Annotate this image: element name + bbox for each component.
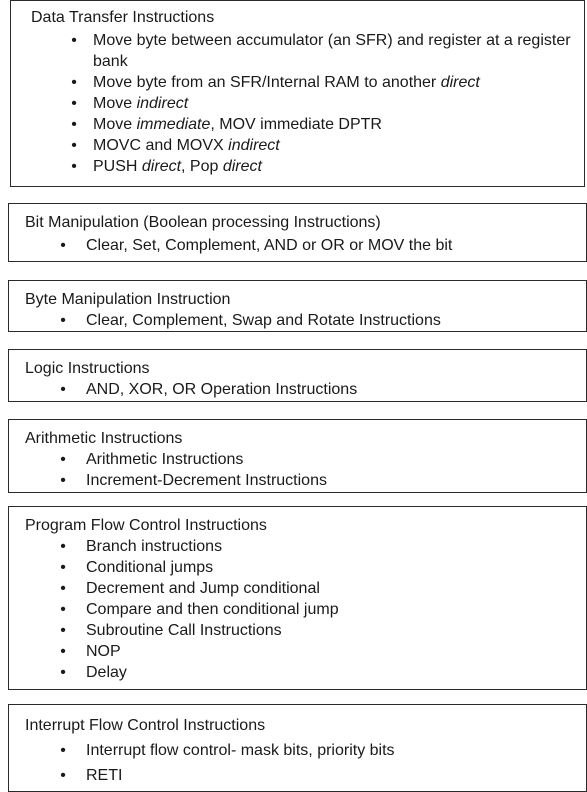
bullet-icon: •	[60, 381, 66, 398]
bullet-list	[25, 536, 586, 683]
interrupt-flow-section	[8, 704, 587, 792]
bullet-icon: •	[71, 95, 77, 112]
byte-manipulation-section	[8, 280, 587, 332]
bullet-icon: •	[60, 643, 66, 660]
list-item: • Branch instructions	[58, 536, 586, 557]
section-title: Program Flow Control Instructions	[25, 517, 267, 534]
list-item: • Move byte between accumulator (an SFR) and register at a register bank	[69, 30, 584, 72]
program-flow-section	[8, 506, 587, 690]
list-item: • Delay	[58, 662, 586, 683]
list-item: • MOVC and MOVX indirect	[69, 135, 584, 156]
bullet-icon: •	[60, 601, 66, 618]
bullet-list	[25, 379, 586, 400]
section-title: Byte Manipulation Instruction	[25, 291, 231, 308]
data-transfer-section	[10, 0, 585, 187]
list-item: • Subroutine Call Instructions	[58, 620, 586, 641]
bullet-list	[25, 310, 586, 331]
bullet-icon: •	[60, 742, 66, 759]
list-item: • Compare and then conditional jump	[58, 599, 586, 620]
arithmetic-section	[8, 419, 587, 493]
bullet-icon: •	[60, 622, 66, 639]
list-item: • AND, XOR, OR Operation Instructions	[58, 379, 586, 400]
list-item: • Interrupt flow control- mask bits, priority bits	[58, 740, 586, 761]
bullet-icon: •	[60, 472, 66, 489]
bullet-icon: •	[60, 237, 66, 254]
section-title: Data Transfer Instructions	[31, 9, 215, 26]
list-item: • RETI	[58, 765, 586, 786]
section-title: Arithmetic Instructions	[25, 430, 183, 447]
bullet-icon: •	[60, 559, 66, 576]
logic-section	[8, 349, 587, 402]
bullet-icon: •	[60, 580, 66, 597]
bullet-icon: •	[60, 451, 66, 468]
bullet-list	[25, 235, 586, 256]
bullet-list	[25, 740, 586, 786]
bullet-icon: •	[60, 664, 66, 681]
list-item: • Conditional jumps	[58, 557, 586, 578]
list-item: • Move byte from an SFR/Internal RAM to another direct	[69, 72, 584, 93]
bullet-icon: •	[71, 32, 77, 49]
section-title: Logic Instructions	[25, 360, 150, 377]
bullet-icon: •	[71, 74, 77, 91]
bullet-icon: •	[71, 137, 77, 154]
list-item: • Move indirect	[69, 93, 584, 114]
bullet-list	[25, 449, 586, 491]
list-item: • PUSH direct, Pop direct	[69, 156, 584, 177]
bullet-icon: •	[60, 312, 66, 329]
list-item: • Move immediate, MOV immediate DPTR	[69, 114, 584, 135]
section-title: Interrupt Flow Control Instructions	[25, 717, 266, 734]
bullet-icon: •	[60, 767, 66, 784]
list-item: • Clear, Set, Complement, AND or OR or MOV the bit	[58, 235, 586, 256]
list-item: • NOP	[58, 641, 586, 662]
list-item: • Increment-Decrement Instructions	[58, 470, 586, 491]
section-title: Bit Manipulation (Boolean processing Instructions)	[25, 214, 381, 231]
bullet-icon: •	[71, 158, 77, 175]
list-item: • Clear, Complement, Swap and Rotate Instructions	[58, 310, 586, 331]
list-item: • Decrement and Jump conditional	[58, 578, 586, 599]
list-item: • Arithmetic Instructions	[58, 449, 586, 470]
bullet-list	[31, 30, 584, 177]
bit-manipulation-section	[8, 203, 587, 262]
bullet-icon: •	[60, 538, 66, 555]
bullet-icon: •	[71, 116, 77, 133]
